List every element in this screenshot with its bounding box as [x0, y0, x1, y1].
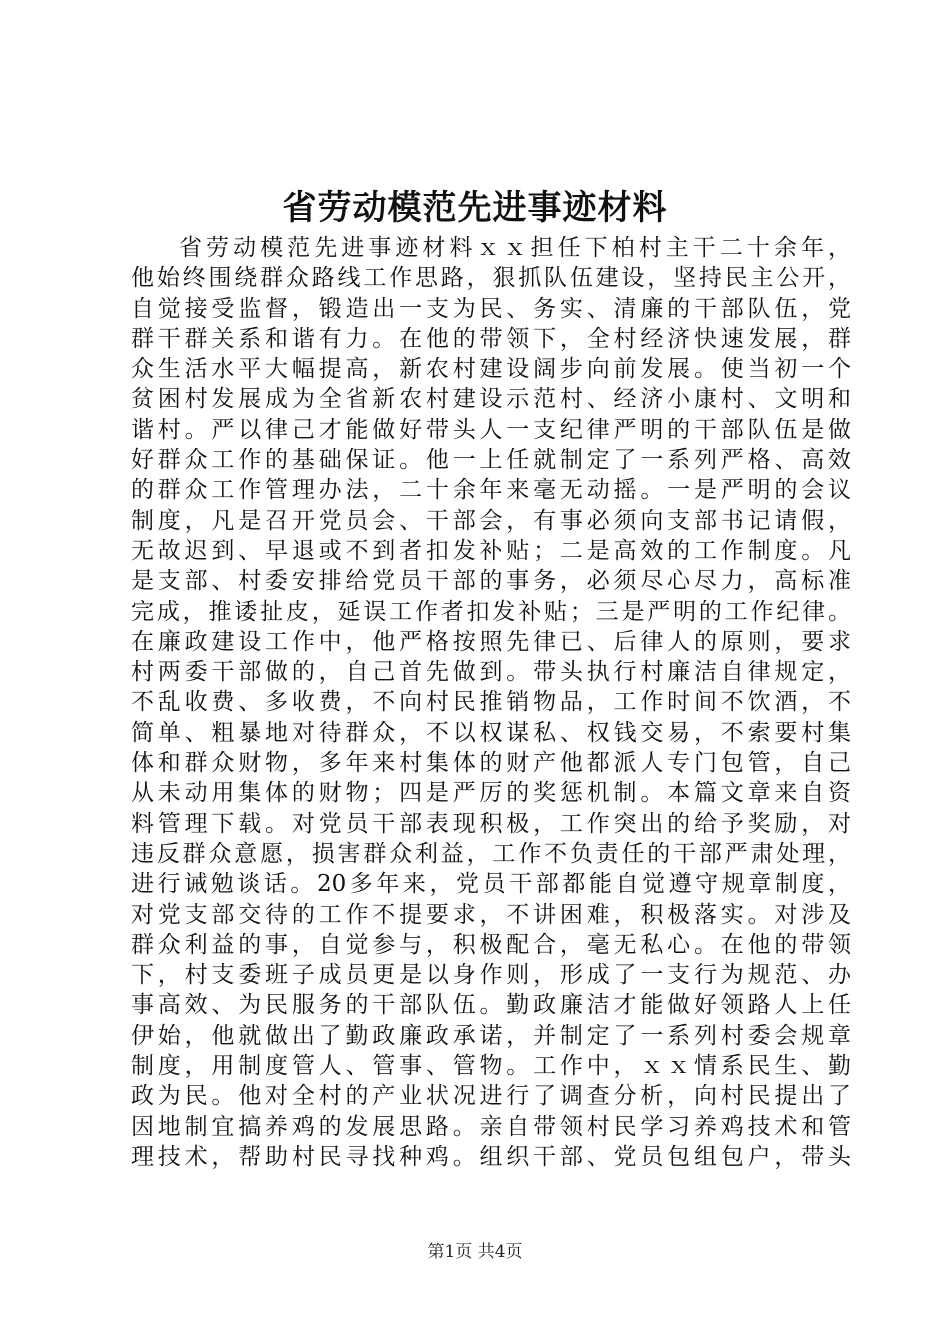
body-line: 自觉接受监督，锻造出一支为民、务实、清廉的干部队伍，党 [131, 295, 851, 322]
page-footer: 第1页 共4页 [427, 1242, 523, 1262]
body-line: 从未动用集体的财物；四是严厉的奖惩机制。本篇文章来自资 [131, 780, 851, 807]
document-body [131, 233, 851, 1172]
body-line: 是支部、村委安排给党员干部的事务，必须尽心尽力，高标准 [131, 568, 851, 595]
body-line: 众生活水平大幅提高，新农村建设阔步向前发展。使当初一个 [131, 356, 851, 383]
body-line: 不乱收费、多收费，不向村民推销物品，工作时间不饮酒，不 [131, 689, 851, 716]
document-title: 省劳动模范先进事迹材料 [282, 188, 668, 228]
body-line: 群众利益的事，自觉参与，积极配合，毫无私心。在他的带领 [131, 931, 851, 958]
body-line: 料管理下载。对党员干部表现积极，工作突出的给予奖励，对 [131, 810, 851, 837]
body-line: 制度，凡是召开党员会、干部会，有事必须向支部书记请假， [131, 507, 851, 534]
body-line: 下，村支委班子成员更是以身作则，形成了一支行为规范、办 [131, 962, 851, 989]
body-line: 制度，用制度管人、管事、管物。工作中，ｘｘ情系民生、勤 [131, 1053, 851, 1080]
body-line: 完成，推诿扯皮，延误工作者扣发补贴；三是严明的工作纪律。 [131, 598, 851, 625]
body-line: 的群众工作管理办法，二十余年来毫无动摇。一是严明的会议 [131, 477, 851, 504]
body-line: 群干群关系和谐有力。在他的带领下，全村经济快速发展，群 [131, 325, 851, 352]
body-line: 贫困村发展成为全省新农村建设示范村、经济小康村、文明和 [131, 386, 851, 413]
body-line: 谐村。严以律己才能做好带头人一支纪律严明的干部队伍是做 [131, 416, 851, 443]
body-line: 对党支部交待的工作不提要求，不讲困难，积极落实。对涉及 [131, 901, 851, 928]
body-line: 省劳动模范先进事迹材料ｘｘ担任下柏村主干二十余年， [179, 235, 851, 261]
body-line: 进行诫勉谈话。20多年来，党员干部都能自觉遵守规章制度， [131, 871, 851, 898]
body-line: 村两委干部做的，自己首先做到。带头执行村廉洁自律规定， [131, 659, 851, 686]
body-line: 政为民。他对全村的产业状况进行了调查分析，向村民提出了 [131, 1083, 851, 1110]
body-line: 体和群众财物，多年来村集体的财产他都派人专门包管，自己 [131, 750, 851, 777]
body-line: 伊始，他就做出了勤政廉政承诺，并制定了一系列村委会规章 [131, 1022, 851, 1049]
body-line: 事高效、为民服务的干部队伍。勤政廉洁才能做好领路人上任 [131, 992, 851, 1019]
body-line: 因地制宜搞养鸡的发展思路。亲自带领村民学习养鸡技术和管 [131, 1113, 851, 1140]
body-line: 在廉政建设工作中，他严格按照先律已、后律人的原则，要求 [131, 628, 851, 655]
body-line: 他始终围绕群众路线工作思路，狠抓队伍建设，坚持民主公开， [131, 265, 851, 292]
body-line: 理技术，帮助村民寻找种鸡。组织干部、党员包组包户，带头 [131, 1143, 851, 1170]
body-line: 好群众工作的基础保证。他一上任就制定了一系列严格、高效 [131, 447, 851, 474]
body-line: 违反群众意愿，损害群众利益，工作不负责任的干部严肃处理， [131, 840, 851, 867]
body-line: 无故迟到、早退或不到者扣发补贴；二是高效的工作制度。凡 [131, 537, 851, 564]
body-line: 简单、粗暴地对待群众，不以权谋私、权钱交易，不索要村集 [131, 719, 851, 746]
